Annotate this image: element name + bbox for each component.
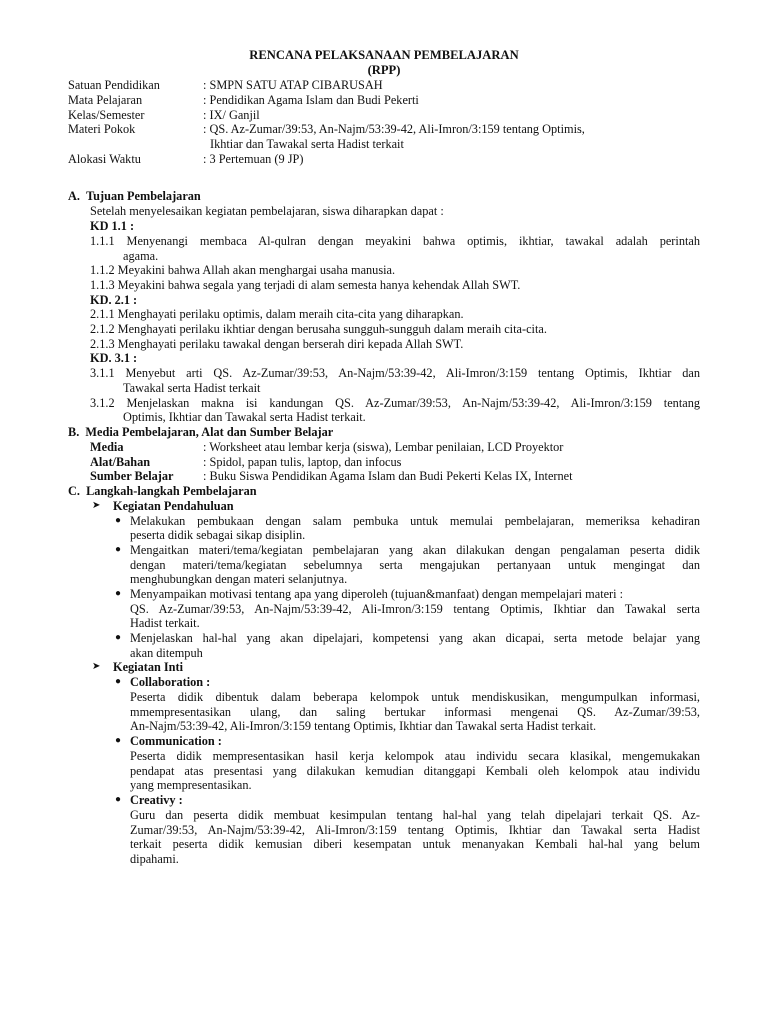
indicator-3-1-1-line1: 3.1.1 Menyebut arti QS. Az-Zumar/39:53, An-Najm/53:39-42, Ali-Imron/3:159 tentang Optimis, Ikhtiar dan: [90, 366, 700, 380]
pendahuluan-item-2-line2: dengan materi/tema/kegiatan sebelumnya serta mengajukan pertanyaan untuk mengingat dan: [130, 558, 700, 572]
collaboration-line2: mmempresentasikan ulang, dan saling bertukar informasi mengenai QS. Az-Zumar/39:53,: [130, 705, 700, 719]
sumber-label: Sumber Belajar: [90, 469, 174, 483]
indicator-1-1-1-line2: agama.: [123, 249, 159, 263]
indicator-3-1-2-line2: Optimis, Ikhtiar dan Tawakal serta Hadist terkait.: [123, 410, 366, 424]
indicator-2-1-1: 2.1.1 Menghayati perilaku optimis, dalam meraih cita-cita yang diharapkan.: [90, 307, 464, 321]
communication-heading: Communication :: [130, 734, 222, 748]
creativity-line1: Guru dan peserta didik membuat kesimpulan tentang hal-hal yang telah dipelajari terkait QS. Az-: [130, 808, 700, 822]
pendahuluan-item-1-line2: peserta didik sebagai sikap disiplin.: [130, 528, 306, 542]
indicator-1-1-1-line1: 1.1.1 Menyenangi membaca Al-qulran dengan meyakini bahwa optimis, ikhtiar, tawakal adalah perintah: [90, 234, 700, 248]
pendahuluan-item-3-line1: Menyampaikan motivasi tentang apa yang diperoleh (tujuan&manfaat) dengan mempelajari materi :: [130, 587, 624, 601]
indicator-2-1-2: 2.1.2 Menghayati perilaku ikhtiar dengan berusaha sungguh-sungguh dalam meraih cita-cita.: [90, 322, 547, 336]
alokasi-label: Alokasi Waktu: [68, 152, 141, 166]
mapel-value: : Pendidikan Agama Islam dan Budi Pekerti: [203, 93, 419, 107]
creativity-heading: Creativy :: [130, 793, 183, 807]
bullet-icon: ●: [115, 794, 122, 805]
pendahuluan-item-3-line3: Hadist terkait.: [130, 616, 200, 630]
materi-value-line1: : QS. Az-Zumar/39:53, An-Najm/53:39-42, Ali-Imron/3:159 tentang Optimis,: [203, 122, 585, 136]
satuan-label: Satuan Pendidikan: [68, 78, 160, 92]
creativity-line2: Zumar/39:53, An-Najm/53:39-42, Ali-Imron/3:159 tentang Optimis, Ikhtiar dan Tawakal serta Hadist: [130, 823, 700, 837]
kd-2-1-heading: KD. 2.1 :: [90, 293, 138, 307]
alokasi-value: : 3 Pertemuan (9 JP): [203, 152, 304, 166]
bullet-icon: ●: [115, 588, 122, 599]
document-title: RENCANA PELAKSANAAN PEMBELAJARAN: [249, 48, 519, 62]
sumber-value: : Buku Siswa Pendidikan Agama Islam dan Budi Pekerti Kelas IX, Internet: [203, 469, 573, 483]
pendahuluan-item-4-line2: akan ditempuh: [130, 646, 203, 660]
document-subtitle: (RPP): [367, 63, 401, 77]
indicator-2-1-3: 2.1.3 Menghayati perilaku tawakal dengan berserah diri kepada Allah SWT.: [90, 337, 464, 351]
communication-line1: Peserta didik mempresentasikan hasil kerja kelompok atau individu secara klasikal, mengemukakan: [130, 749, 700, 763]
media-label: Media: [90, 440, 124, 454]
arrow-bullet-icon: ➤: [92, 500, 101, 511]
pendahuluan-item-2-line3: menghubungkan dengan materi selanjutnya.: [130, 572, 348, 586]
creativity-line4: dipahami.: [130, 852, 179, 866]
media-value: : Worksheet atau lembar kerja (siswa), Lembar penilaian, LCD Proyektor: [203, 440, 564, 454]
communication-line3: yang mempresentasikan.: [130, 778, 252, 792]
communication-line2: pendapat atas presentasi yang dilakukan kemudian ditanggapi Kembali oleh kelompok atau individu: [130, 764, 700, 778]
section-b-heading: B. Media Pembelajaran, Alat dan Sumber Belajar: [68, 425, 334, 439]
materi-value-line2: Ikhtiar dan Tawakal serta Hadist terkait: [210, 137, 404, 151]
alat-label: Alat/Bahan: [90, 455, 151, 469]
kelas-value: : IX/ Ganjil: [203, 108, 260, 122]
indicator-1-1-3: 1.1.3 Meyakini bahwa segala yang terjadi di alam semesta hanya kehendak Allah SWT.: [90, 278, 521, 292]
arrow-bullet-icon: ➤: [92, 661, 101, 672]
pendahuluan-item-3-line2: QS. Az-Zumar/39:53, An-Najm/53:39-42, Ali-Imron/3:159 tentang Optimis, Ikhtiar dan Tawakal serta: [130, 602, 700, 616]
mapel-label: Mata Pelajaran: [68, 93, 143, 107]
section-a-intro: Setelah menyelesaikan kegiatan pembelajaran, siswa diharapkan dapat :: [90, 204, 444, 218]
pendahuluan-item-2-line1: Mengaitkan materi/tema/kegiatan pembelajaran yang akan dilakukan dengan pengalaman peserta didik: [130, 543, 700, 557]
materi-label: Materi Pokok: [68, 122, 136, 136]
indicator-1-1-2: 1.1.2 Meyakini bahwa Allah akan menghargai usaha manusia.: [90, 263, 396, 277]
indicator-3-1-1-line2: Tawakal serta Hadist terkait: [123, 381, 261, 395]
collaboration-heading: Collaboration :: [130, 675, 211, 689]
satuan-value: : SMPN SATU ATAP CIBARUSAH: [203, 78, 383, 92]
alat-value: : Spidol, papan tulis, laptop, dan infocus: [203, 455, 402, 469]
section-a-heading: A. Tujuan Pembelajaran: [68, 189, 201, 203]
bullet-icon: ●: [115, 632, 122, 643]
pendahuluan-item-1-line1: Melakukan pembukaan dengan salam pembuka untuk memulai pembelajaran, memeriksa kehadiran: [130, 514, 700, 528]
kelas-label: Kelas/Semester: [68, 108, 145, 122]
kd-3-1-heading: KD. 3.1 :: [90, 351, 138, 365]
collaboration-line3: An-Najm/53:39-42, Ali-Imron/3:159 tentang Optimis, Ikhtiar dan Tawakal serta Hadist terkait.: [130, 719, 597, 733]
indicator-3-1-2-line1: 3.1.2 Menjelaskan makna isi kandungan QS. Az-Zumar/39:53, An-Najm/53:39-42, Ali-Imron/3:159 tentang: [90, 396, 700, 410]
bullet-icon: ●: [115, 676, 122, 687]
bullet-icon: ●: [115, 735, 122, 746]
kegiatan-inti-heading: Kegiatan Inti: [113, 660, 184, 674]
kd-1-1-heading: KD 1.1 :: [90, 219, 135, 233]
kegiatan-pendahuluan-heading: Kegiatan Pendahuluan: [113, 499, 234, 513]
bullet-icon: ●: [115, 544, 122, 555]
creativity-line3: terkait peserta didik kemusian diberi kesempatan untuk menanyakan Kembali hal-hal yang belum: [130, 837, 700, 851]
bullet-icon: ●: [115, 515, 122, 526]
section-c-heading: C. Langkah-langkah Pembelajaran: [68, 484, 257, 498]
collaboration-line1: Peserta didik dibentuk dalam beberapa kelompok untuk mendiskusikan, mengumpulkan informasi,: [130, 690, 700, 704]
pendahuluan-item-4-line1: Menjelaskan hal-hal yang akan dipelajari, kompetensi yang akan dicapai, serta metode belajar yang: [130, 631, 700, 645]
